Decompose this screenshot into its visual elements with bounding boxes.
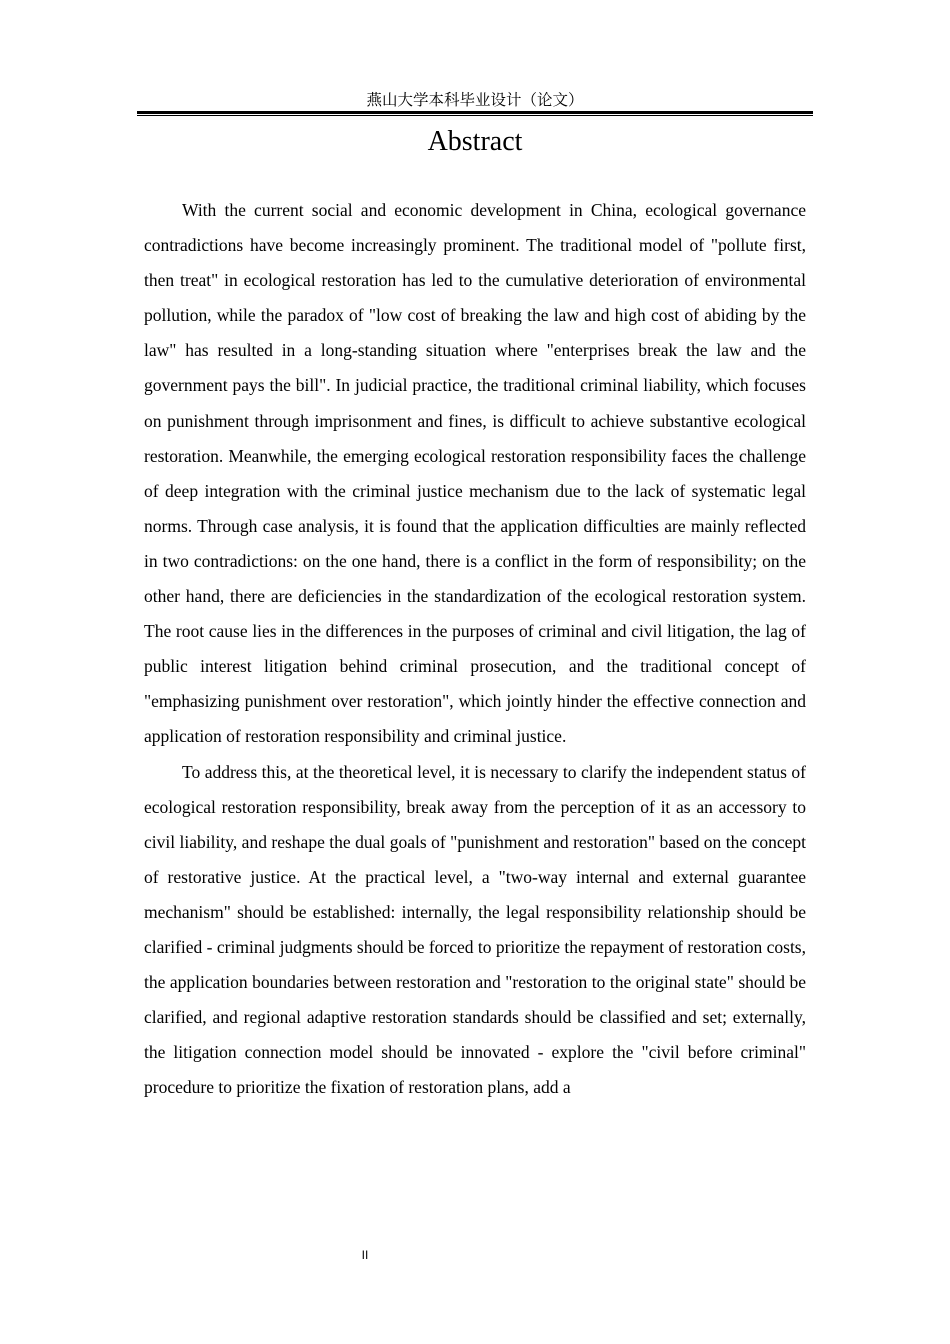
page-header: 燕山大学本科毕业设计（论文） [366, 91, 584, 109]
paragraph-1: With the current social and economic development in China, ecological governance contradictions have become increasingly prominent. The traditional model of "pollute first, then treat" in ecological restoration has led to the cumulative deterioration of environmental pollution, while the paradox of "low cost of breaking the law and high cost of abiding by the law" has resulted in a long-standing situation where "enterprises break the law and the government pays the bill". In judicial practice, the traditional criminal liability, which focuses on punishment through imprisonment and fines, is difficult to achieve substantive ecological restoration. Meanwhile, the emerging ecological restoration responsibility faces the challenge of deep integration with the criminal justice mechanism due to the lack of systematic legal norms. Through case analysis, it is found that the application difficulties are mainly reflected in two contradictions: on the one hand, there is a conflict in the form of responsibility; on the other hand, there are deficiencies in the standardization of the ecological restoration system. The root cause lies in the differences in the purposes of criminal and civil litigation, the lag of public interest litigation behind criminal prosecution, and the traditional concept of "emphasizing punishment over restoration", which jointly hinder the effective connection and application of restoration responsibility and criminal justice. [144, 200, 806, 747]
abstract-body [144, 193, 806, 1105]
header-rule-thin [137, 115, 813, 116]
abstract-title: Abstract [427, 126, 523, 157]
page-number: II [361, 1248, 369, 1262]
header-rule-thick [137, 111, 813, 114]
paragraph-2: To address this, at the theoretical level, it is necessary to clarify the independent status of ecological restoration responsibility, break away from the perception of it as an accessory to civil liability, and reshape the dual goals of "punishment and restoration" based on the concept of restorative justice. At the practical level, a "two-way internal and external guarantee mechanism" should be established: internally, the legal responsibility relationship should be clarified - criminal judgments should be forced to prioritize the repayment of restoration costs, the application boundaries between restoration and "restoration to the original state" should be clarified, and regional adaptive restoration standards should be classified and set; externally, the litigation connection model should be innovated - explore the "civil before criminal" procedure to prioritize the fixation of restoration plans, add a [144, 761, 806, 1098]
